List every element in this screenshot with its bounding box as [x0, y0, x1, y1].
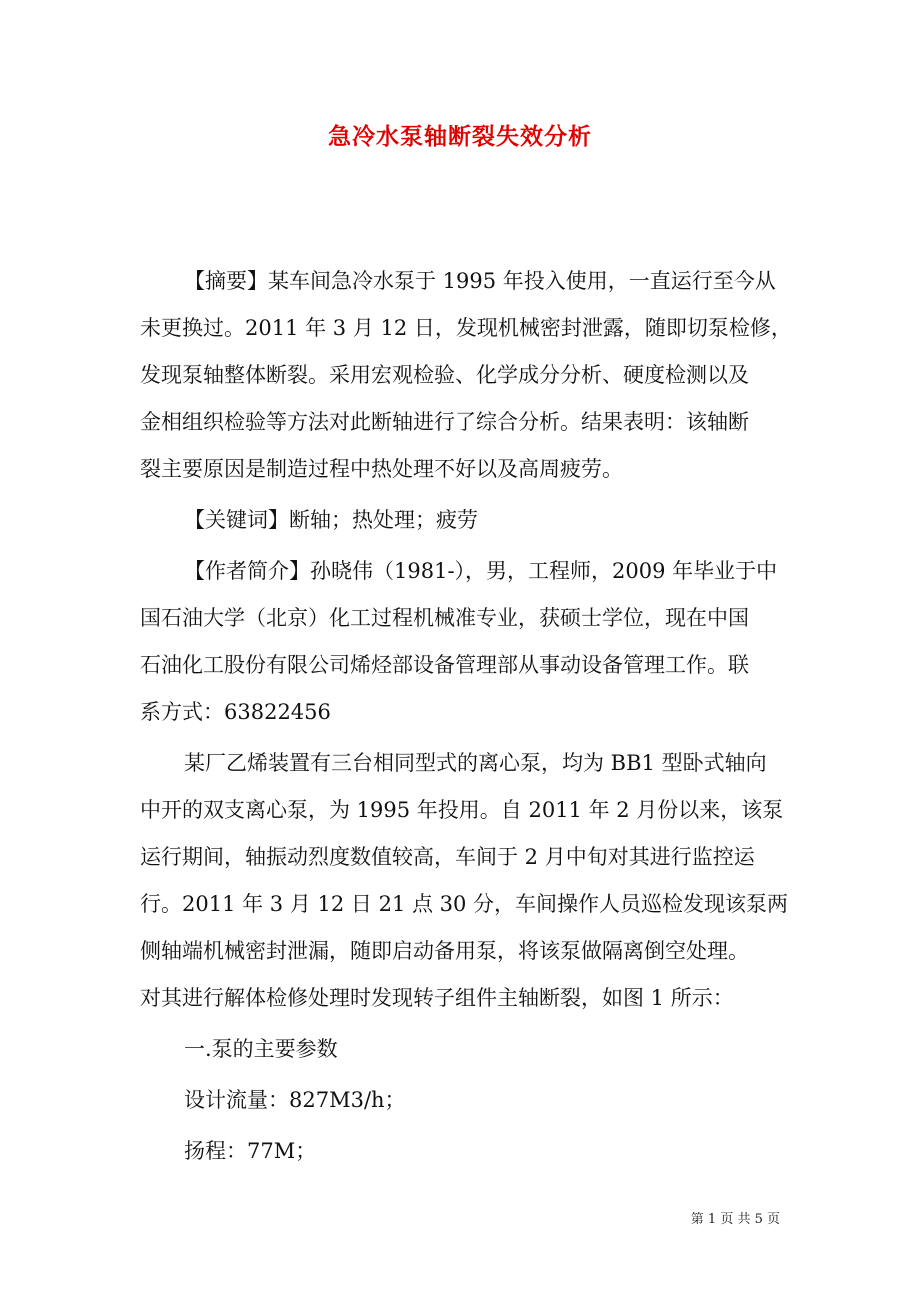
text-line: 某厂乙烯装置有三台相同型式的离心泵，均为 BB1 型卧式轴向: [184, 751, 767, 775]
text-line: 金相组织检验等方法对此断轴进行了综合分析。结果表明：该轴断: [140, 410, 749, 434]
paragraph: [140, 1026, 785, 1073]
paragraph: [140, 258, 792, 493]
text-line: 【关键词】断轴；热处理；疲劳: [184, 508, 478, 532]
text-line: 中开的双支离心泵，为 1995 年投用。自 2011 年 2 月份以来，该泵: [140, 798, 784, 822]
paragraph: [140, 1128, 785, 1175]
paragraph: [140, 1077, 785, 1124]
text-line: 一.泵的主要参数: [184, 1037, 338, 1061]
document-body: [140, 258, 792, 1179]
paragraph: [140, 548, 785, 736]
text-line: 系方式：63822456: [140, 700, 331, 724]
text-line: 扬程：77M；: [184, 1139, 317, 1163]
text-line: 侧轴端机械密封泄漏，随即启动备用泵，将该泵做隔离倒空处理。: [140, 939, 749, 963]
text-line: 设计流量：827M3/h；: [184, 1088, 406, 1112]
text-line: 国石油大学（北京）化工过程机械准专业，获硕士学位，现在中国: [140, 606, 749, 630]
text-line: 发现泵轴整体断裂。采用宏观检验、化学成分分析、硬度检测以及: [140, 363, 749, 387]
document-title: 急冷水泵轴断裂失效分析: [328, 123, 592, 150]
text-line: 【作者简介】孙晓伟（1981-），男，工程师，2009 年毕业于中: [184, 559, 778, 583]
text-line: 石油化工股份有限公司烯烃部设备管理部从事动设备管理工作。联: [140, 653, 749, 677]
text-line: 【摘要】某车间急冷水泵于 1995 年投入使用，一直运行至今从: [184, 269, 776, 293]
paragraph: [140, 497, 785, 544]
text-line: 裂主要原因是制造过程中热处理不好以及高周疲劳。: [140, 457, 623, 481]
page-number: 第 1 页 共 5 页: [690, 1212, 780, 1227]
paragraph: [140, 740, 789, 1022]
text-line: 运行期间，轴振动烈度数值较高，车间于 2 月中旬对其进行监控运: [140, 845, 755, 869]
text-line: 对其进行解体检修处理时发现转子组件主轴断裂，如图 1 所示：: [140, 986, 734, 1010]
text-line: 行。2011 年 3 月 12 日 21 点 30 分，车间操作人员巡检发现该泵两: [140, 892, 789, 916]
text-line: 未更换过。2011 年 3 月 12 日，发现机械密封泄露，随即切泵检修，: [140, 316, 792, 340]
